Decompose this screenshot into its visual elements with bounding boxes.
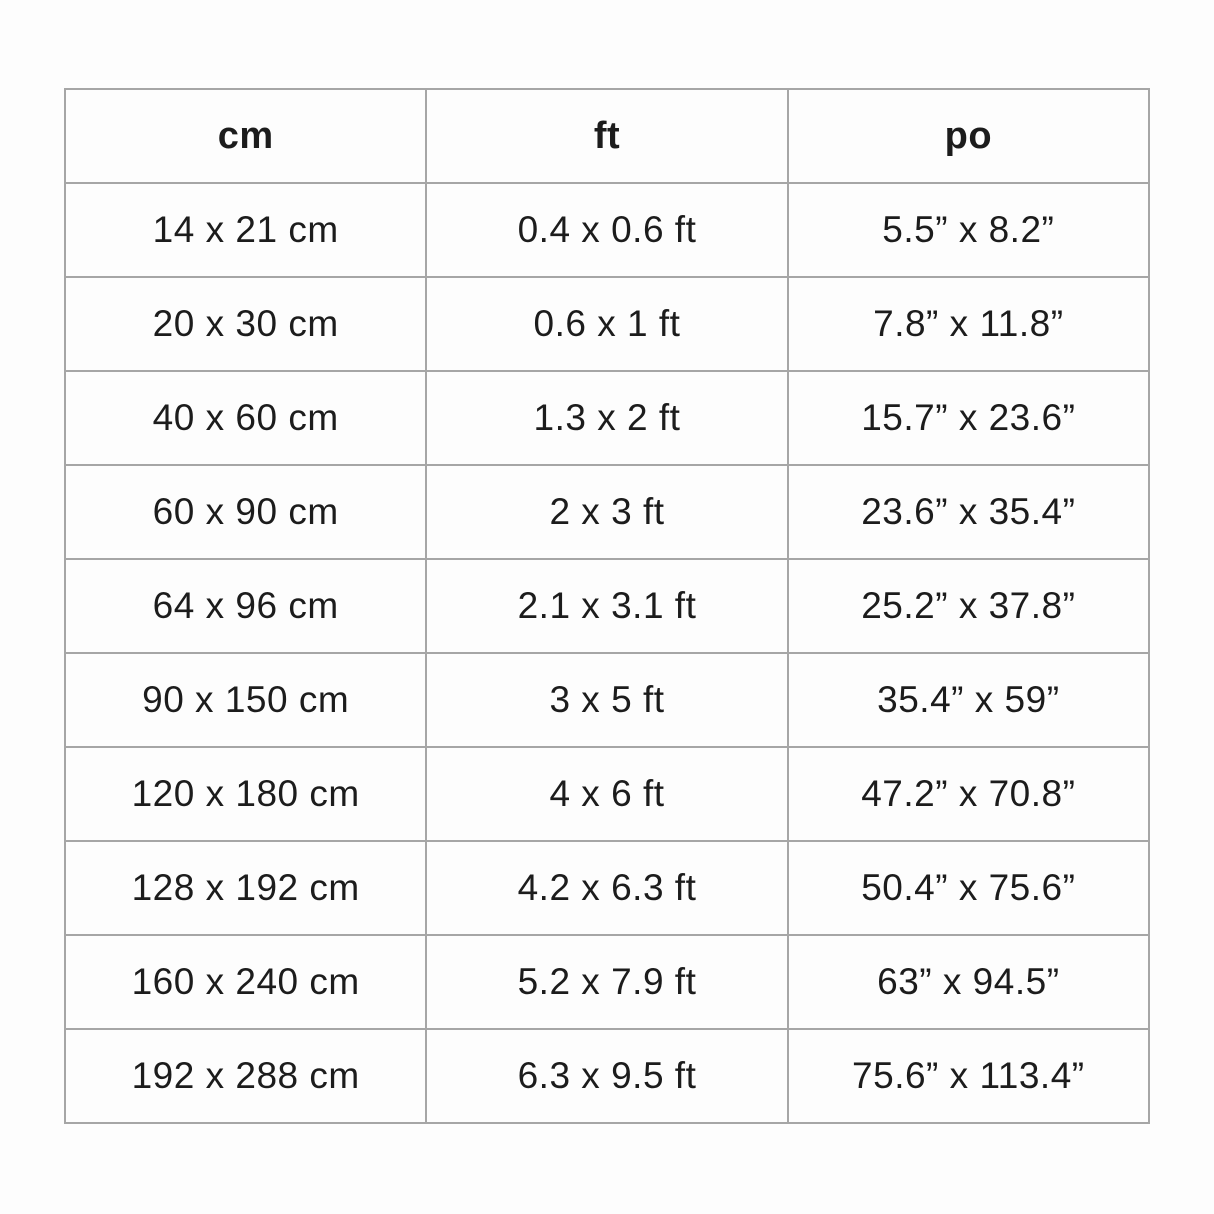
table-row	[65, 559, 1149, 653]
table-row	[65, 747, 1149, 841]
table-row	[65, 183, 1149, 277]
table-row	[65, 371, 1149, 465]
table-row	[65, 653, 1149, 747]
table-cell-ft: 4 x 6 ft	[426, 747, 787, 841]
table-cell-cm: 120 x 180 cm	[65, 747, 426, 841]
table-cell-cm: 40 x 60 cm	[65, 371, 426, 465]
table-cell-ft: 3 x 5 ft	[426, 653, 787, 747]
table-cell-cm: 128 x 192 cm	[65, 841, 426, 935]
table-cell-cm: 160 x 240 cm	[65, 935, 426, 1029]
table-cell-po: 7.8” x 11.8”	[788, 277, 1149, 371]
table-cell-ft: 6.3 x 9.5 ft	[426, 1029, 787, 1123]
table-cell-cm: 20 x 30 cm	[65, 277, 426, 371]
table-cell-po: 50.4” x 75.6”	[788, 841, 1149, 935]
table-cell-po: 5.5” x 8.2”	[788, 183, 1149, 277]
table-cell-ft: 4.2 x 6.3 ft	[426, 841, 787, 935]
column-header-po: po	[788, 89, 1149, 183]
table-cell-po: 75.6” x 113.4”	[788, 1029, 1149, 1123]
table-cell-po: 15.7” x 23.6”	[788, 371, 1149, 465]
table-row	[65, 841, 1149, 935]
table-cell-cm: 14 x 21 cm	[65, 183, 426, 277]
table-cell-cm: 64 x 96 cm	[65, 559, 426, 653]
table-cell-cm: 90 x 150 cm	[65, 653, 426, 747]
table-row	[65, 277, 1149, 371]
table-cell-ft: 0.4 x 0.6 ft	[426, 183, 787, 277]
table-cell-ft: 1.3 x 2 ft	[426, 371, 787, 465]
size-conversion-table	[64, 88, 1150, 1124]
table-cell-cm: 60 x 90 cm	[65, 465, 426, 559]
table-header-row	[65, 89, 1149, 183]
table-cell-cm: 192 x 288 cm	[65, 1029, 426, 1123]
table-cell-po: 23.6” x 35.4”	[788, 465, 1149, 559]
table-cell-po: 25.2” x 37.8”	[788, 559, 1149, 653]
table-cell-po: 63” x 94.5”	[788, 935, 1149, 1029]
table-cell-po: 35.4” x 59”	[788, 653, 1149, 747]
table-row	[65, 935, 1149, 1029]
table-row	[65, 465, 1149, 559]
table-cell-ft: 2 x 3 ft	[426, 465, 787, 559]
table-cell-ft: 5.2 x 7.9 ft	[426, 935, 787, 1029]
table-cell-ft: 0.6 x 1 ft	[426, 277, 787, 371]
table-cell-po: 47.2” x 70.8”	[788, 747, 1149, 841]
table-cell-ft: 2.1 x 3.1 ft	[426, 559, 787, 653]
column-header-cm: cm	[65, 89, 426, 183]
table-row	[65, 1029, 1149, 1123]
column-header-ft: ft	[426, 89, 787, 183]
